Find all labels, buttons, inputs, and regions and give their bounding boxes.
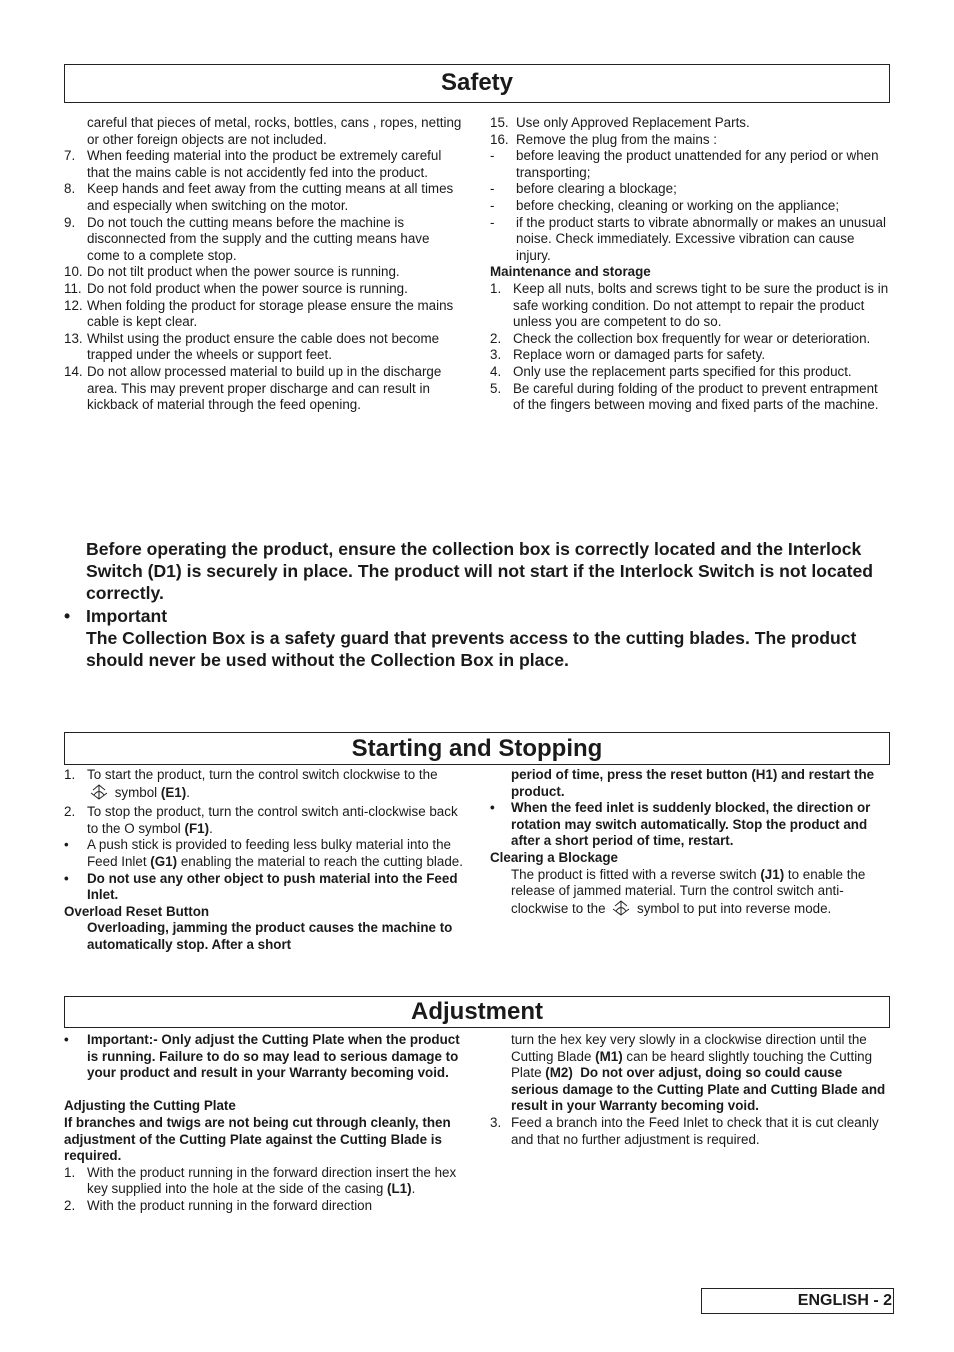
maintenance-item: 1. Keep all nuts, bolts and screws tight to be sure the product is in safe working condition. Do not attempt to repair the product unless you are competent to do so. (490, 280, 889, 330)
clearing-text: The product is fitted with a reverse switch (J1) to enable the release of jammed material. Turn the control switch anti-clockwise to the symbol to put into reverse mode. (490, 867, 890, 921)
safety-item: 11. Do not fold product when the power source is running. (64, 280, 408, 296)
push-stick-note: • A push stick is provided to feeding less bulky material into the Feed Inlet (G1) enabling the material to reach the cutting blade. (64, 837, 463, 869)
cutting-plate-title: Adjusting the Cutting Plate (64, 1098, 236, 1114)
safety-continuation: careful that pieces of metal, rocks, bottles, cans , ropes, netting or other foreign objects are not included. (87, 115, 462, 147)
adjust-step-1: 1. With the product running in the forward direction insert the hex key supplied into the hole at the side of the casing (L1). (64, 1164, 457, 1197)
adjustment-heading: Adjustment (64, 996, 890, 1028)
start-step: 1. To start the product, turn the control switch clockwise to the symbol (E1). (64, 767, 464, 804)
rotary-arrow-icon (611, 900, 631, 921)
collection-box-warning: The Collection Box is a safety guard that prevents access to the cutting blades. The product should never be used without the Collection Box in place. (86, 627, 857, 671)
page-footer: ENGLISH - 2 (701, 1288, 894, 1314)
safety-item: 13. Whilst using the product ensure the cable does not become trapped under the wheels or support feet. (64, 330, 440, 363)
safety-item: 15. Use only Approved Replacement Parts. (490, 115, 750, 130)
safety-item: 14. Do not allow processed material to build up in the discharge area. This may prevent proper discharge and can result in kickback of material through the feed opening. (64, 363, 442, 413)
blocked-inlet-warning: • When the feed inlet is suddenly blocked, the direction or rotation may switch automatically. Stop the product and after a short period of time, restart. (490, 800, 871, 849)
unplug-condition: - if the product starts to vibrate abnormally or makes an unusual noise. Check immediately. Excessive vibration can cause injury. (490, 214, 886, 263)
adjust-important: • Important:- Only adjust the Cutting Plate when the product is running. Failure to do so may lead to serious damage to your product and result in your Warranty becoming void. (64, 1032, 460, 1081)
starting-left-column (64, 767, 464, 954)
important-label: • Important (64, 605, 168, 626)
clearing-title: Clearing a Blockage (490, 849, 619, 865)
adjustment-right-column (490, 1032, 890, 1148)
maintenance-item: 4. Only use the replacement parts specified for this product. (490, 363, 852, 379)
safety-item: 9. Do not touch the cutting means before the machine is disconnected from the supply and the cutting means have come to a complete stop. (64, 214, 430, 263)
safety-item: 8. Keep hands and feet away from the cutting means at all times and especially when switching on the motor. (64, 181, 454, 213)
adjust-step-2: 2. With the product running in the forward direction (64, 1197, 373, 1213)
maintenance-item: 3. Replace worn or damaged parts for safety. (490, 347, 766, 363)
maintenance-title: Maintenance and storage (490, 264, 651, 280)
starting-right-column (490, 767, 890, 920)
overload-title: Overload Reset Button (64, 903, 210, 919)
adjust-step-2-cont: turn the hex key very slowly in a clockwise direction until the Cutting Blade (M1) can be heard slightly touching the Cutting Plate (M2) Do not over adjust, doing so could cause serious damage to the Cutting Plate and Cutting Blade and result in your Warranty becoming void. (511, 1032, 886, 1114)
stop-step: 2. To stop the product, turn the control switch anti-clockwise back to the O symbol (F1). (64, 804, 458, 836)
interlock-warning: Before operating the product, ensure the collection box is correctly located and the Interlock Switch (D1) is securely in place. The product will not start if the Interlock Switch is not located correctly. (86, 539, 873, 604)
starting-stopping-heading: Starting and Stopping (64, 732, 890, 765)
safety-right-column (490, 115, 890, 414)
maintenance-item: 2. Check the collection box frequently for wear or deterioration. (490, 330, 871, 346)
safety-heading: Safety (64, 64, 890, 103)
safety-item: 10. Do not tilt product when the power source is running. (64, 264, 400, 280)
overload-text: Overloading, jamming the product causes the machine to automatically stop. After a short (87, 920, 453, 952)
unplug-condition: - before clearing a blockage; (490, 181, 677, 197)
bullet: • (64, 605, 71, 626)
unplug-condition: - before leaving the product unattended for any period or when transporting; (490, 148, 879, 180)
push-material-warning: • Do not use any other object to push material into the Feed Inlet. (64, 870, 458, 903)
safety-item: 12. When folding the product for storage please ensure the mains cable is kept clear. (64, 297, 454, 330)
maintenance-item: 5. Be careful during folding of the product to prevent entrapment of the fingers between moving and fixed parts of the machine. (490, 380, 879, 413)
adjustment-left-column (64, 1032, 464, 1215)
safety-item: 16. Remove the plug from the mains : (490, 131, 717, 147)
adjust-step-3: 3. Feed a branch into the Feed Inlet to check that it is cut cleanly and that no further adjustment is required. (490, 1114, 879, 1147)
rotary-arrow-icon (89, 784, 109, 805)
safety-left-column (64, 115, 464, 414)
cutting-plate-text: If branches and twigs are not being cut through cleanly, then adjustment of the Cutting Plate against the Cutting Blade is required. (64, 1114, 451, 1164)
overload-text-cont: period of time, press the reset button (H1) and restart the product. (511, 767, 875, 799)
unplug-condition: - before checking, cleaning or working on the appliance; (490, 197, 840, 213)
operating-warning (64, 538, 884, 671)
safety-item: 7. When feeding material into the product be extremely careful that the mains cable is not accidently fed into the product. (64, 148, 442, 180)
